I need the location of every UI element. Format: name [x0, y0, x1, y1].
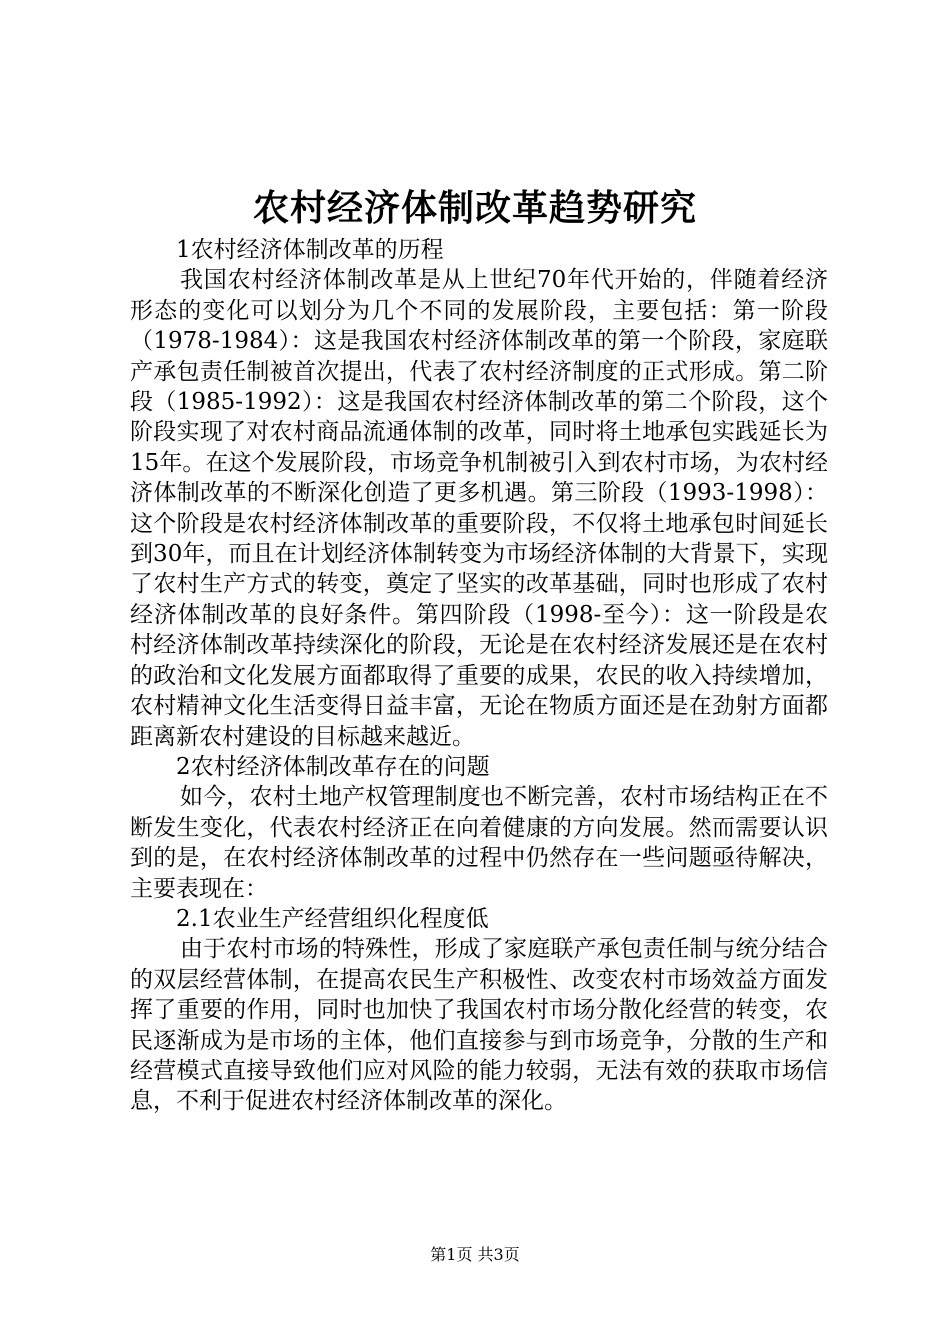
section-paragraph-2: 如今，农村土地产权管理制度也不断完善，农村市场结构正在不断发生变化，代表农村经济正在向着健康的方向发展。然而需要认识到的是，在农村经济体制改革的过程中仍然存在一些问题亟待解决，主要表现在：	[130, 784, 828, 902]
section-heading-2: 2农村经济体制改革存在的问题	[176, 753, 490, 780]
document-title: 农村经济体制改革趋势研究	[252, 187, 697, 229]
section-heading-1: 1农村经济体制改革的历程	[176, 237, 444, 263]
section-paragraph-1: 我国农村经济体制改革是从上世纪70年代开始的，伴随着经济形态的变化可以划分为几个不同的发展阶段，主要包括：第一阶段（1978-1984）：这是我国农村经济体制改革的第一个阶段，家庭联产承包责任制被首次提出，代表了农村经济制度的正式形成。第二阶段（1985-1992）：这是我国农村经济体制改革的第二个阶段，这个阶段实现了对农村商品流通体制的改革，同时将土地承包实践延长为15年。在这个发展阶段，市场竞争机制被引入到农村市场，为农村经济体制改革的不断深化创造了更多机遇。第三阶段（1993-1998）：这个阶段是农村经济体制改革的重要阶段，不仅将土地承包时间延长到30年，而且在计划经济体制转变为市场经济体制的大背景下，实现了农村生产方式的转变，奠定了坚实的改革基础，同时也形成了农村经济体制改革的良好条件。第四阶段（1998-至今）：这一阶段是农村经济体制改革持续深化的阶段，无论是在农村经济发展还是在农村的政治和文化发展方面都取得了重要的成果，农民的收入持续增加，农村精神文化生活变得日益丰富，无论在物质方面还是在劲射方面都距离新农村建设的目标越来越近。	[130, 267, 828, 750]
section-heading-2-1: 2.1农业生产经营组织化程度低	[176, 905, 489, 932]
page-footer: 第1页 共3页	[430, 1245, 520, 1264]
document-body	[130, 235, 828, 1117]
section-paragraph-2-1: 由于农村市场的特殊性，形成了家庭联产承包责任制与统分结合的双层经营体制，在提高农民生产积极性、改变农村市场效益方面发挥了重要的作用，同时也加快了我国农村市场分散化经营的转变，农民逐渐成为是市场的主体，他们直接参与到市场竞争，分散的生产和经营模式直接导致他们应对风险的能力较弱，无法有效的获取市场信息，不利于促进农村经济体制改革的深化。	[130, 936, 828, 1115]
